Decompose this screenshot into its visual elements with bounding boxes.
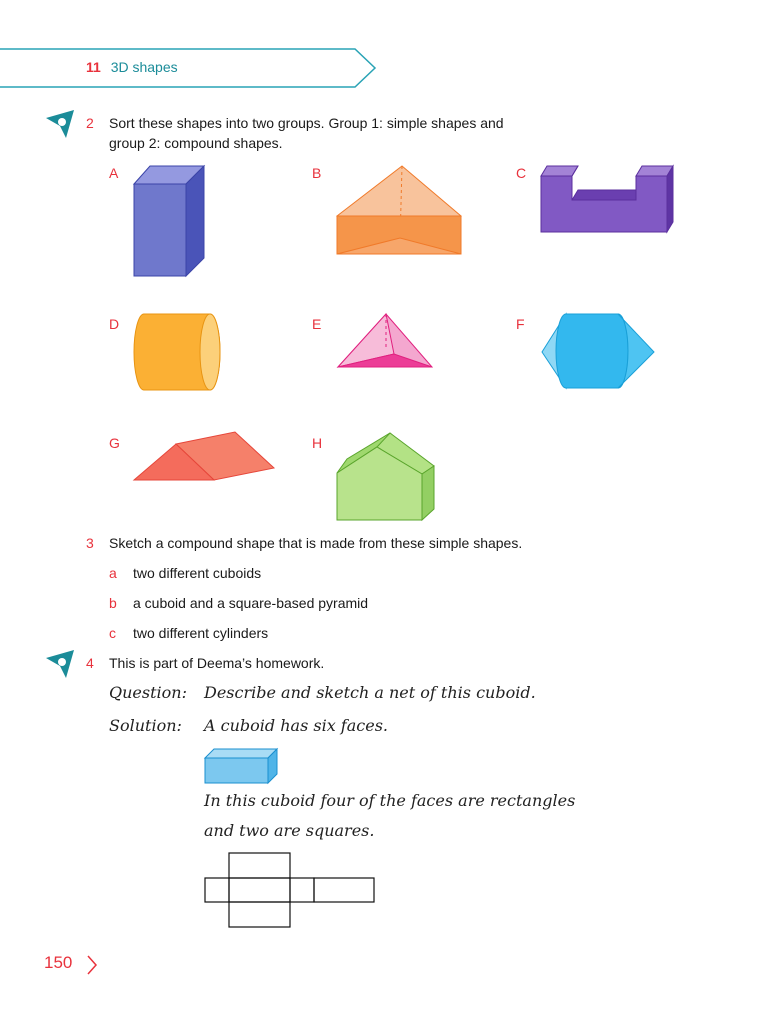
homework-solution-line-1: A cuboid has six faces. [204,716,388,735]
shape-c-u-prism [538,162,678,238]
shape-label-h: H [312,435,323,451]
reasoning-icon [44,108,76,140]
shape-label-g: G [109,435,120,451]
question-3-text: Sketch a compound shape that is made from these simple shapes. [109,535,523,551]
shape-label-b: B [312,165,322,181]
question-3c-letter: c [109,625,116,641]
homework-question-label: Question: [109,683,187,702]
chapter-number: 11 [86,59,101,75]
question-4-text: This is part of Deema’s homework. [109,655,325,671]
page-number: 150 [44,953,73,972]
cuboid-net-sketch [204,852,378,930]
question-2-line-2: group 2: compound shapes. [109,135,283,151]
shape-h-house-prism [334,430,440,526]
question-2-line-1: Sort these shapes into two groups. Group 1: simple shapes and [109,115,504,131]
chapter-title: 3D shapes [110,59,178,75]
homework-solution-line-2: In this cuboid four of the faces are rectangles [204,791,576,810]
question-3b-letter: b [109,595,117,611]
question-3a-letter: a [109,565,117,581]
shape-f-compound-cone-cylinder [538,310,660,392]
chevron-right-icon [86,954,98,976]
question-3b-text: a cuboid and a square-based pyramid [133,595,369,611]
shape-g-triangular-prism [130,428,280,486]
homework-question-text: Describe and sketch a net of this cuboid. [204,683,536,702]
shape-b-triangular-prism [334,162,464,260]
question-3-number: 3 [86,535,94,551]
question-2-text [109,113,569,153]
chapter-header [86,59,178,75]
shape-label-a: A [109,165,119,181]
question-2-number: 2 [86,115,94,131]
homework-solution-label: Solution: [109,716,182,735]
shape-label-c: C [516,165,527,181]
shape-e-pyramid [334,310,438,372]
reasoning-icon-2 [44,648,76,680]
shape-label-f: F [516,316,525,332]
shape-a-cuboid [130,162,210,282]
homework-solution-line-3: and two are squares. [204,821,375,840]
question-3a-text: two different cuboids [133,565,262,581]
shape-d-cylinder [132,312,224,394]
shape-label-e: E [312,316,322,332]
question-3c-text: two different cylinders [133,625,269,641]
chapter-header-tab [0,48,380,88]
question-4-number: 4 [86,655,94,671]
homework-cuboid [202,746,282,786]
shape-label-d: D [109,316,120,332]
